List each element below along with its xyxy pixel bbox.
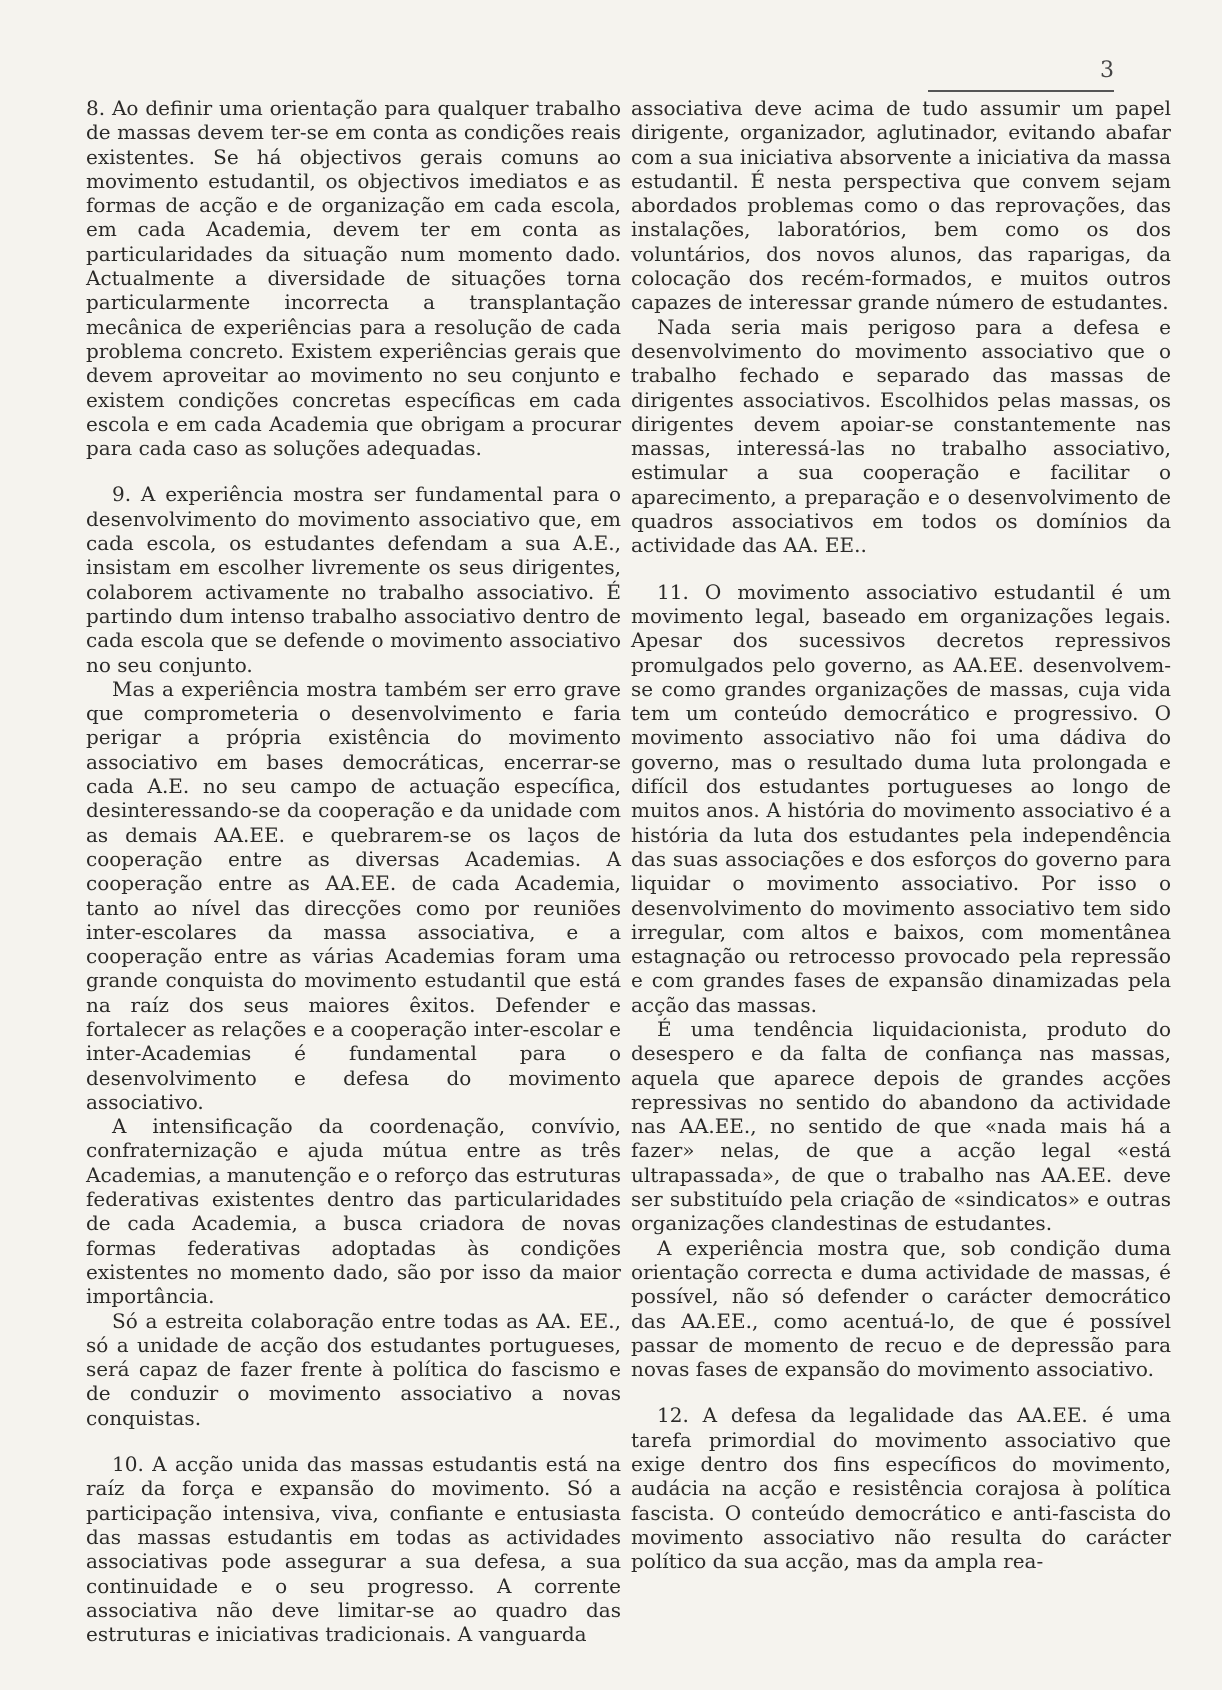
paragraph-8: 8. Ao definir uma orientação para qualquer trabalho de massas devem ter-se em conta as condições reais existentes. Se há objectivos gerais comuns ao movimento estudantil, os objectivos imediatos e as formas de acção e de organização em cada escola, em cada Academia, devem ter em conta as particularidades da situação num momento dado. Actualmente a diversidade de situações torna particularmente incorrecta a transplantação mecânica de experiências para a resolução de cada problema concreto. Existem experiências gerais que devem aproveitar ao movimento no seu conjunto e existem condições concretas específicas em cada escola e em cada Academia que obrigam a procurar para cada caso as soluções adequadas. <box>86 96 621 461</box>
paragraph-9-federative: A intensificação da coordenação, convívio, confraternização e ajuda mútua entre as três Academias, a manutenção e o reforço das estruturas federativas existentes dentro das particularidades de cada Academia, a busca criadora de novas formas federativas adoptadas às condições existentes no momento dado, são por isso da maior importância. <box>86 1114 621 1309</box>
paragraph-10: 10. A acção unida das massas estudantis está na raíz da força e expansão do movimento. Só a participação intensiva, viva, confiante e entusiasta das massas estudantis em todas as actividades associativas pode assegurar a sua defesa, a sua continuidade e o seu progresso. A corrente associativa não deve limitar-se ao quadro das estruturas e iniciativas tradicionais. A vanguarda <box>86 1452 621 1647</box>
paragraph-11-experience: A experiência mostra que, sob condição duma orientação correcta e duma actividade de massas, é possível, não só defender o carácter democrático das AA.EE., como acentuá-lo, de que é possível passar de momento de recuo e de depressão para novas fases de expansão do movimento associativo. <box>631 1235 1171 1382</box>
paragraph-11-tendency: É uma tendência liquidacionista, produto do desespero e da falta de confiança nas massas, aquela que aparece depois de grandes acções repressivas no sentido do abandono da actividade nas AA.EE., no sentido de que «nada mais há a fazer» nelas, de que a acção legal «está ultrapassada», de que o trabalho nas AA.EE. deve ser substituído pela criação de «sindicatos» e outras organizações clandestinas de estudantes. <box>631 1016 1171 1236</box>
paragraph-9-unity: Só a estreita colaboração entre todas as AA. EE., só a unidade de acção dos estudantes portugueses, será capaz de fazer frente à política do fascismo e de conduzir o movimento associativo a novas conquistas. <box>86 1308 621 1430</box>
header-rule <box>928 90 1114 92</box>
page-number: 3 <box>1100 58 1114 83</box>
right-column <box>631 96 1171 1574</box>
paragraph-10-leaders: Nada seria mais perigoso para a defesa e desenvolvimento do movimento associativo que o trabalho fechado e separado das massas de dirigentes associativos. Escolhidos pelas massas, os dirigentes devem apoiar-se constantemente nas massas, interessá-las no trabalho associativo, estimular a sua cooperação e facilitar o aparecimento, a preparação e o desenvolvimento de quadros associativos em todos os domínios da actividade das AA. EE.. <box>631 314 1171 558</box>
paragraph-12: 12. A defesa da legalidade das AA.EE. é uma tarefa primordial do movimento associativo que exige dentro dos fins específicos do movimento, audácia na acção e resistência corajosa à política fascista. O conteúdo democrático e anti-fascista do movimento associativo não resulta do carácter político da sua acção, mas da ampla rea- <box>631 1403 1171 1574</box>
paragraph-9-cont: Mas a experiência mostra também ser erro grave que comprometeria o desenvolvimento e faria perigar a própria existência do movimento associativo em bases democráticas, encerrar-se cada A.E. no seu campo de actuação específica, desinteressando-se da cooperação e da unidade com as demais AA.EE. e quebrarem-se os laços de cooperação entre as diversas Academias. A cooperação entre as AA.EE. de cada Academia, tanto ao nível das direcções como por reuniões inter-escolares da massa associativa, e a cooperação entre as várias Academias foram uma grande conquista do movimento estudantil que está na raíz dos seus maiores êxitos. Defender e fortalecer as relações e a cooperação inter-escolar e inter-Academias é fundamental para o desenvolvimento e defesa do movimento associativo. <box>86 676 621 1114</box>
paragraph-9: 9. A experiência mostra ser fundamental para o desenvolvimento do movimento associativo que, em cada escola, os estudantes defendam a sua A.E., insistam em escolher livremente os seus dirigentes, colaborem activamente no trabalho associativo. É partindo dum intenso trabalho associativo dentro de cada escola que se defende o movimento associativo no seu conjunto. <box>86 482 621 677</box>
paragraph-10-cont: associativa deve acima de tudo assumir um papel dirigente, organizador, aglutinador, evitando abafar com a sua iniciativa absorvente a iniciativa da massa estudantil. É nesta perspectiva que convem sejam abordados problemas como o das reprovações, das instalações, laboratórios, bem como os dos voluntários, dos novos alunos, das raparigas, da colocação dos recém-formados, e muitos outros capazes de interessar grande número de estudantes. <box>631 96 1171 315</box>
left-column <box>86 96 621 1646</box>
paragraph-11: 11. O movimento associativo estudantil é um movimento legal, baseado em organizações legais. Apesar dos sucessivos decretos repressivos promulgados pelo governo, as AA.EE. desenvolvem-se como grandes organizações de massas, cuja vida tem um conteúdo democrático e progressivo. O movimento associativo não foi uma dádiva do governo, mas o resultado duma luta prolongada e difícil dos estudantes portugueses ao longo de muitos anos. A história do movimento associativo é a história da luta dos estudantes pela independência das suas associações e dos esforços do governo para liquidar o movimento associativo. Por isso o desenvolvimento do movimento associativo tem sido irregular, com altos e baixos, com momentânea estagnação ou retrocesso provocado pela repressão e com grandes fases de expansão dinamizadas pela acção das massas. <box>631 579 1171 1017</box>
